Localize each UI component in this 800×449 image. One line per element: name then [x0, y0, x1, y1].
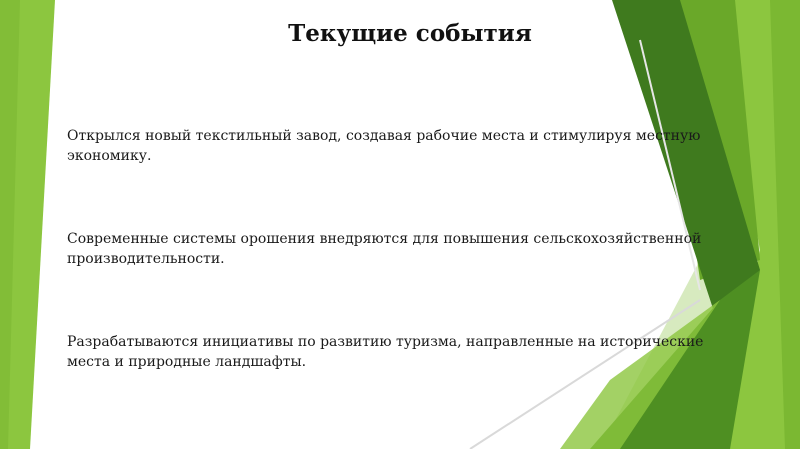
bullet-text-2: Современные системы орошения внедряются для повышения сельскохозяйственной производительности.	[67, 231, 702, 267]
bullet-text-3: Разрабатываются инициативы по развитию туризма, направленные на исторические места и природные ландшафты.	[67, 334, 704, 370]
bullet-text-1: Открылся новый текстильный завод, создавая рабочие места и стимулируя местную экономику.	[67, 128, 701, 164]
slide-title: Текущие события	[288, 20, 532, 47]
